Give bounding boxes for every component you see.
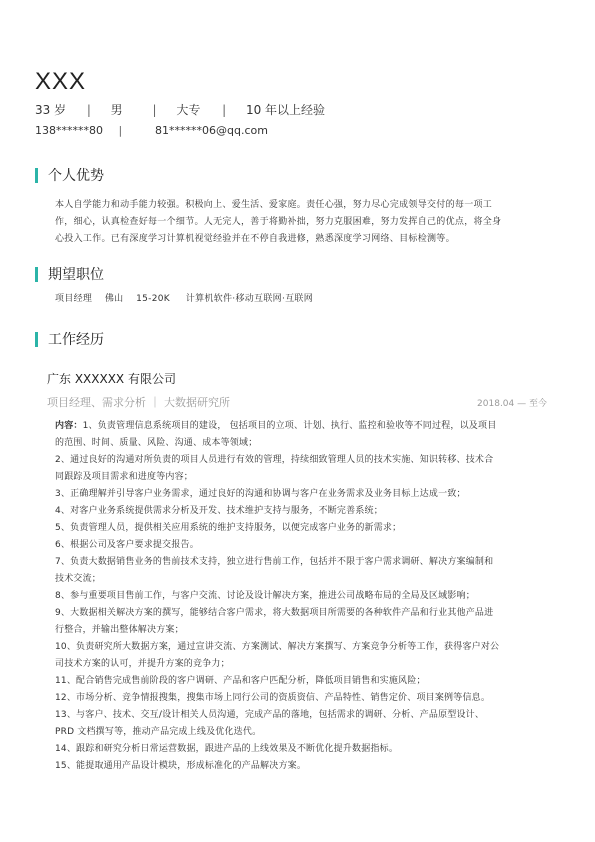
candidate-name: XXX: [35, 68, 87, 95]
section-accent-bar: [35, 267, 38, 282]
section-accent-bar: [35, 332, 38, 347]
separator: |: [118, 124, 123, 137]
content-line: 同跟踪及项目需求和进度等内容；: [55, 472, 194, 482]
content-line: 3、正确理解并引导客户业务需求，通过良好的沟通和协调与客户在业务需求及业务目标上达成一致；: [55, 489, 466, 499]
section-advantages: [35, 166, 104, 184]
content-line: 2、通过良好的沟通对所负责的项目人员进行有效的管理，持续细致管理人员的技术实施、知识转移、技术合: [55, 455, 494, 465]
content-line: 4、对客户业务系统提供需求分析及开发、技术维护支持与服务，不断完善系统；: [55, 506, 383, 516]
content-line: 内容：1、负责管理信息系统项目的建设， 包括项目的立项、计划、执行、监控和验收等不同过程，以及项目: [55, 421, 497, 431]
section-desired-job: [35, 265, 104, 283]
advantages-line: 心投入工作。已有深度学习计算机视觉经验并在不停自我进修，熟悉深度学习网络、目标检测等。: [55, 234, 455, 244]
content-line: 9、大数据相关解决方案的撰写，能够结合客户需求，将大数据项目所需要的各种软件产品和行业其他产品进: [55, 608, 494, 618]
desired-industry: 计算机软件·移动互联网·互联网: [185, 294, 314, 304]
content-line: 6、根据公司及客户要求提交报告。: [55, 540, 199, 550]
advantages-text: [55, 197, 565, 248]
basic-info-row: [35, 101, 325, 118]
job-role: 项目经理、需求分析 ｜ 大数据研究所: [47, 396, 230, 409]
content-line: 8、参与重要项目售前工作，与客户交流、讨论及设计解决方案，推进公司战略布局的全局及区域影响；: [55, 591, 475, 601]
age: 33 岁: [35, 103, 67, 117]
separator: |: [86, 103, 91, 117]
job-date: 2018.04 — 至今: [477, 399, 547, 409]
content-label: 内容：: [55, 421, 83, 431]
job-content: [55, 418, 570, 775]
content-line: 5、负责管理人员，提供相关应用系统的维护支持服务，以便完成客户业务的新需求；: [55, 523, 402, 533]
content-line: 行整合，并输出整体解决方案；: [55, 625, 184, 635]
experience-years: 10 年以上经验: [245, 103, 326, 117]
content-line: 14、跟踪和研究分析日常运营数据，跟进产品的上线效果及不断优化提升数据指标。: [55, 744, 399, 754]
section-title: 个人优势: [48, 168, 104, 184]
advantages-line: 作，细心，认真检查好每一个细节。人无完人，善于将勤补拙，努力克服困难，努力发挥自己的优点，将全身: [55, 217, 502, 227]
section-title: 期望职位: [48, 267, 104, 283]
content-line: 10、负责研究所大数据方案，通过宣讲交流、方案测试、解决方案撰写、方案竞争分析等工作，获得客户对公: [55, 642, 500, 652]
email: 81******06@qq.com: [155, 124, 268, 137]
separator: |: [222, 103, 227, 117]
content-line: 11、配合销售完成售前阶段的客户调研、产品和客户匹配分析，降低项目销售和实施风险；: [55, 676, 426, 686]
desired-city: 佛山: [104, 294, 124, 304]
content-line: 的范围、时间、质量、风险、沟通、成本等领域；: [55, 438, 258, 448]
education: 大专: [176, 103, 201, 117]
separator: |: [152, 103, 157, 117]
contact-row: [35, 124, 268, 137]
gender: 男: [110, 103, 123, 117]
content-line: 7、负责大数据销售业务的售前技术支持，独立进行售前工作，包括并不限于客户需求调研、解决方案编制和: [55, 557, 494, 567]
company-name: 广东 XXXXXX 有限公司: [47, 372, 176, 386]
section-work-experience: [35, 330, 104, 348]
advantages-line: 本人自学能力和动手能力较强。积极向上、爱生活、爱家庭。责任心强，努力尽心完成领导交付的每一项工: [55, 200, 493, 210]
phone: 138******80: [35, 124, 103, 137]
content-line: 15、能提取通用产品设计模块，形成标准化的产品解决方案。: [55, 761, 307, 771]
section-accent-bar: [35, 168, 38, 183]
section-title: 工作经历: [48, 332, 104, 348]
desired-job-row: [55, 291, 565, 308]
desired-position: 项目经理: [55, 294, 93, 304]
content-line: 13、与客户、技术、交互/设计相关人员沟通，完成产品的落地，包括需求的调研、分析、产品原型设计、: [55, 710, 485, 720]
content-line: 司技术方案的认可，并提升方案的竞争力；: [55, 659, 230, 669]
content-line: 技术交流；: [55, 574, 102, 584]
content-line: 12、市场分析、竞争情报搜集，搜集市场上同行公司的资质资信、产品特性、销售定价、项目案例等信息。: [55, 693, 491, 703]
content-line: PRD 文档撰写等，推动产品完成上线及优化迭代。: [55, 727, 262, 737]
desired-salary: 15-20K: [136, 294, 170, 304]
